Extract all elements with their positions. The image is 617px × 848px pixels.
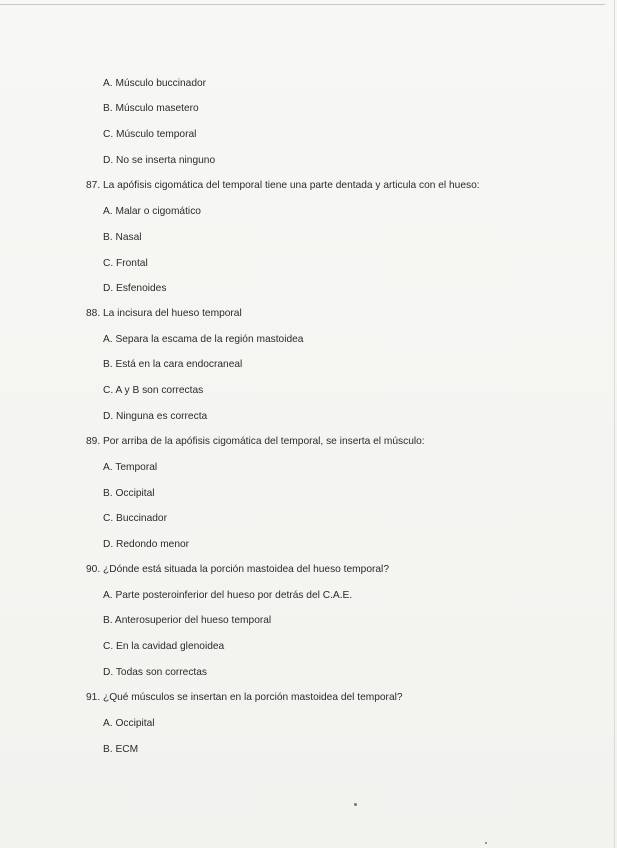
q90-option-a: A. Parte posteroinferior del hueso por detrás del C.A.E.: [103, 590, 353, 601]
q91-option-b: B. ECM: [103, 744, 139, 755]
q89-option-c: C. Buccinador: [103, 513, 167, 524]
q90-option-d: D. Todas son correctas: [103, 667, 207, 678]
scan-speck: [354, 803, 357, 806]
option-b: B. Músculo masetero: [103, 103, 199, 114]
page-top-edge: [0, 4, 605, 5]
question-88: 88. La incisura del hueso temporal: [86, 308, 242, 319]
scan-speck: [485, 842, 487, 844]
question-87: 87. La apófisis cigomática del temporal tiene una parte dentada y articula con el hueso:: [86, 180, 480, 191]
page-right-edge: [614, 0, 615, 848]
q87-option-d: D. Esfenoides: [103, 283, 167, 294]
q89-option-d: D. Redondo menor: [103, 539, 190, 550]
q90-option-b: B. Anterosuperior del hueso temporal: [103, 615, 272, 626]
q88-option-d: D. Ninguna es correcta: [103, 411, 208, 422]
q87-option-b: B. Nasal: [103, 232, 142, 243]
q89-option-b: B. Occipital: [103, 488, 155, 499]
q91-option-a: A. Occipital: [103, 718, 155, 729]
q87-option-a: A. Malar o cigomático: [103, 206, 201, 217]
question-90: 90. ¿Dónde está situada la porción mastoidea del hueso temporal?: [86, 564, 389, 575]
question-89: 89. Por arriba de la apófisis cigomática del temporal, se inserta el músculo:: [86, 436, 425, 447]
q88-option-a: A. Separa la escama de la región mastoidea: [103, 334, 304, 345]
question-91: 91. ¿Qué músculos se insertan en la porción mastoidea del temporal?: [86, 692, 403, 703]
q87-option-c: C. Frontal: [103, 258, 148, 269]
q90-option-c: C. En la cavidad glenoidea: [103, 641, 225, 652]
option-a: A. Músculo buccinador: [103, 78, 207, 89]
q88-option-c: C. A y B son correctas: [103, 385, 204, 396]
option-d: D. No se inserta ninguno: [103, 155, 216, 166]
option-c: C. Músculo temporal: [103, 129, 197, 140]
q88-option-b: B. Está en la cara endocraneal: [103, 359, 243, 370]
q89-option-a: A. Temporal: [103, 462, 158, 473]
